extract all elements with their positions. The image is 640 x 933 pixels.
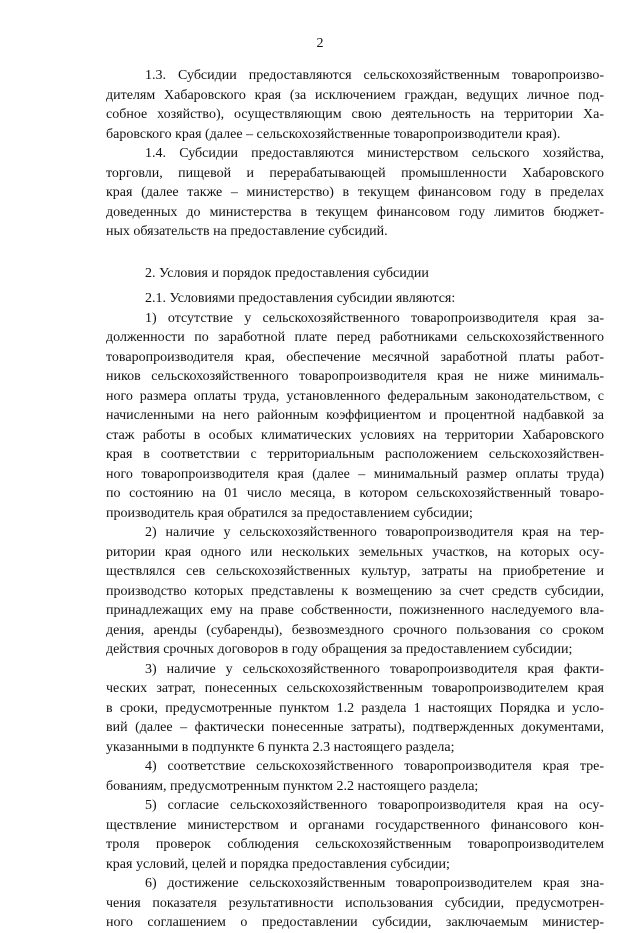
text-line: принадлежащих ему на праве собственности, пожизненного наследуемого вла- bbox=[106, 603, 604, 618]
text-line: ществлялся сев сельскохозяйственных культур, затраты на приобретение и bbox=[106, 564, 604, 579]
text-line: 4) соответствие сельскохозяйственного товаропроизводителя края тре- bbox=[145, 759, 604, 774]
text-line: дения, аренды (субаренды), безвозмездного срочного пользования со сроком bbox=[106, 622, 604, 638]
text-line: ных обязательств на предоставление субсидий. bbox=[106, 224, 388, 239]
text-line: 1) отсутствие у сельскохозяйственного товаропроизводителя края за- bbox=[145, 310, 604, 326]
text-line: в сроки, предусмотренные пунктом 1.2 раздела 1 настоящих Порядка и усло- bbox=[106, 700, 604, 716]
text-line: 6) достижение сельскохозяйственным товаропроизводителем края зна- bbox=[145, 876, 604, 891]
text-line: начисленными на него районным коэффициентом и процентной надбавкой за bbox=[106, 408, 604, 423]
text-line: ческих затрат, понесенных сельскохозяйственным товаропроизводителем края bbox=[106, 681, 604, 696]
text-line: действия срочных договоров в году обращения за предоставлением субсидии; bbox=[106, 642, 573, 657]
paragraph-p2-1 bbox=[106, 289, 604, 309]
text-line: ного товаропроизводителя края (далее – минимальный размер оплаты труда) bbox=[106, 466, 604, 482]
text-line: вий (далее – фактически понесенные затраты), подтвержденных документами, bbox=[106, 720, 604, 735]
text-line: ного размера оплаты труда, установленного федеральным законодательством, с bbox=[106, 388, 604, 404]
text-line: товаропроизводителя края, обеспечение месячной заработной платы работ- bbox=[106, 349, 604, 365]
text-line: 3) наличие у сельскохозяйственного товаропроизводителя края факти- bbox=[145, 661, 604, 677]
text-line: стаж работы в особых климатических условиях на территории Хабаровского bbox=[106, 427, 604, 443]
section-heading bbox=[106, 264, 604, 284]
text-line: края в соответствии с территориальным расположением сельскохозяйствен- bbox=[106, 447, 604, 462]
text-line: доведенных до министерства в текущем финансовом году лимитов бюджет- bbox=[106, 204, 604, 220]
text-line: ного соглашением о предоставлении субсидии, заключаемым министер- bbox=[106, 915, 604, 930]
text-line: ществление министерством и органами государственного финансового кон- bbox=[106, 817, 604, 833]
paragraph-item5 bbox=[106, 796, 604, 874]
paragraph-item2 bbox=[106, 523, 604, 660]
paragraph-item6 bbox=[106, 874, 604, 933]
text-line: производство которых представлены к возмещению за счет средств субсидии, bbox=[106, 583, 604, 599]
text-line: края (далее также – министерство) в текущем финансовом году в пределах bbox=[106, 185, 604, 200]
text-line: 2. Условия и порядок предоставления субсидии bbox=[145, 265, 429, 281]
text-line: края условий, целей и порядка предоставления субсидии; bbox=[106, 856, 450, 872]
text-line: ников сельскохозяйственного товаропроизводителя края не ниже минималь- bbox=[106, 369, 604, 384]
text-line: баровского края (далее – сельскохозяйственные товаропроизводители края). bbox=[106, 126, 561, 142]
paragraph-item1 bbox=[106, 309, 604, 524]
text-line: 2) наличие у сельскохозяйственного товаропроизводителя края на тер- bbox=[145, 525, 604, 540]
text-line: ритории края одного или нескольких земельных участков, на которых осу- bbox=[106, 544, 604, 560]
paragraph-item4 bbox=[106, 757, 604, 796]
page-number: 2 bbox=[316, 36, 324, 51]
text-line: по состоянию на 01 число месяца, в котором сельскохозяйственный товаро- bbox=[106, 486, 604, 501]
text-line: дителям Хабаровского края (за исключением граждан, ведущих личное под- bbox=[106, 87, 604, 103]
text-line: производитель края обратился за предоставлением субсидии; bbox=[106, 505, 473, 521]
text-line: собное хозяйство), осуществляющим свою деятельность на территории Ха- bbox=[106, 107, 604, 122]
document-body bbox=[106, 66, 604, 933]
paragraph-item3 bbox=[106, 660, 604, 758]
text-line: торговли, пищевой и перерабатывающей промышленности Хабаровского bbox=[106, 165, 604, 181]
text-line: указанными в подпункте 6 пункта 2.3 настоящего раздела; bbox=[106, 739, 455, 755]
text-line: долженности по заработной плате перед работниками сельскохозяйственного bbox=[106, 330, 604, 345]
text-line: 5) согласие сельскохозяйственного товаропроизводителя края на осу- bbox=[145, 798, 604, 813]
text-line: бованиям, предусмотренным пунктом 2.2 настоящего раздела; bbox=[106, 778, 479, 794]
text-line: чения показателя результативности использования субсидии, предусмотрен- bbox=[106, 895, 604, 911]
paragraph-p1-4 bbox=[106, 144, 604, 242]
text-line: 1.4. Субсидии предоставляются министерством сельского хозяйства, bbox=[145, 146, 604, 161]
section-spacer bbox=[106, 242, 604, 264]
paragraph-p1-3 bbox=[106, 66, 604, 144]
text-line: 2.1. Условиями предоставления субсидии являются: bbox=[145, 291, 456, 306]
text-line: 1.3. Субсидии предоставляются сельскохозяйственным товаропроизво- bbox=[145, 68, 604, 83]
text-line: троля проверок соблюдения сельскохозяйственным товаропроизводителем bbox=[106, 837, 604, 852]
